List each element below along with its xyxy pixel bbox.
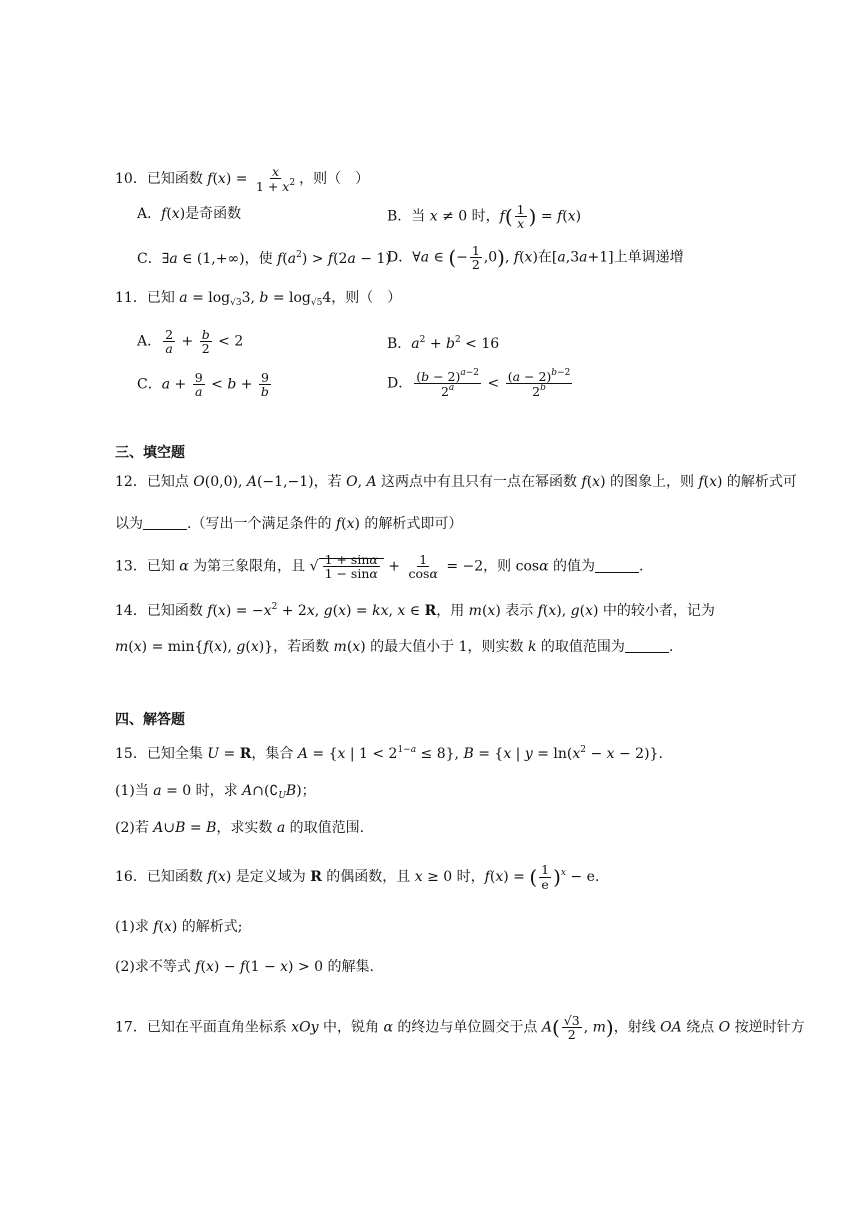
q12-line1: 12．已知点 O(0,0), A(−1,−1)，若 O, A 这两点中有且只有一点在幂函数 f(x) 的图象上，则 f(x) 的解析式可: [115, 474, 797, 490]
q10-option-c: C．∃a ∈ (1,+∞)，使 $f(a^2) > f(2a - 1)$: [137, 250, 391, 267]
q15-part2: (2)若 A∪B = B，求实数 a 的取值范围.: [115, 820, 365, 836]
q10-option-d: D．∀a ∈ (− $\frac{1}{2}$ ,0), f(x)在[a,3a+1]上单调递增: [387, 243, 684, 273]
q16-part2: (2)求不等式 f(x) − f(1 − x) > 0 的解集.: [115, 959, 374, 975]
q17: 17．已知在平面直角坐标系 xOy 中，锐角 α 的终边与单位圆交于点 A( $\frac{√3}{2}$ , m)，射线 OA 绕点 O 按逆时针方: [115, 1013, 805, 1043]
q10-option-b: B．当 x ≠ 0 时，f( $\frac{1}{x}$ ) = f(x): [387, 202, 582, 232]
q11-stem: 11．已知 $a = \log_{√3}3$, $b = \log_{√5}4$，则（ ）: [115, 290, 402, 308]
q11-option-d: D． $\frac{(b - 2)^{a-2}}{2^a}$ < $\frac{(a - 2)^{b-2}}{2^b}$: [387, 368, 571, 400]
section-heading-fill-in: 三、填空题: [115, 445, 185, 461]
q16-part1: (1)求 f(x) 的解析式;: [115, 919, 243, 935]
q15-part1: (1)当 a = 0 时，求 $A\cap(∁_UB)$；: [115, 783, 316, 801]
q14-line1: 14．已知函数 $f(x) = -x^2 + 2x$, g(x) = kx, x ∈ R，用 m(x) 表示 f(x), g(x) 中的较小者，记为: [115, 602, 715, 619]
q11-option-a: A． $\frac{2}{a}$ + $\frac{b}{2}$ < 2: [137, 327, 244, 357]
q10-stem: 10．已知函数 f(x) = $\frac{x}{1 + x^2}$ ，则（ ）: [115, 164, 370, 195]
q14-line2: m(x) = min{f(x), g(x)}，若函数 m(x) 的最大值小于 1，则实数 k 的取值范围为 .: [115, 639, 674, 655]
q11-option-c: C．a + $\frac{9}{a}$ < b + $\frac{9}{b}$: [137, 370, 269, 400]
q13: 13．已知 α 为第三象限角，且 √ $\frac{1 + \sin\alpha}{1 - \sin\alpha}$ + $\frac{1}{\cos\alpha}$ = −2，则 cosα 的值为 .: [115, 552, 644, 582]
section-heading-solutions: 四、解答题: [115, 712, 185, 728]
q16-stem: 16．已知函数 f(x) 是定义域为 R 的偶函数，且 x ≥ 0 时，f(x) = ( $\frac{1}{e}$ )$^x$ − e.: [115, 862, 600, 892]
q10-option-a: A．f(x)是奇函数: [137, 206, 242, 222]
q15-stem: 15．已知全集 U = R，集合 A = {x | $1 < 2^{1-a} \le 8$}, B = {x | $y = \ln(x^2 - x - 2)$}.: [115, 745, 663, 762]
q12-line2: 以为 .（写出一个满足条件的 f(x) 的解析式即可）: [115, 516, 463, 532]
q11-option-b: B．$a^2 + b^2 < 16$: [387, 335, 500, 352]
